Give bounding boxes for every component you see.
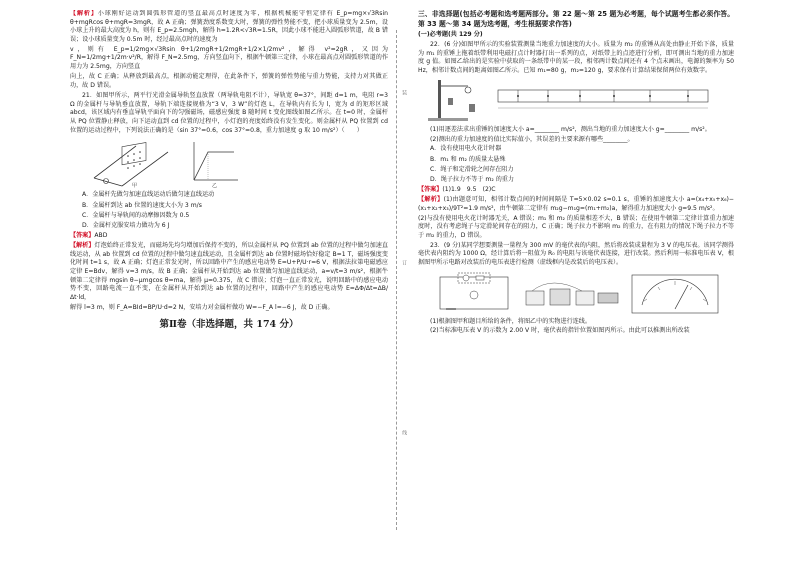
- part2-title: 第Ⅱ卷（非选择题，共 174 分）: [159, 319, 299, 331]
- q21-solution-2: 解得 l=3 m，则 F_A=BId=BP/U·d=2 N，安培力对金属杆做功 W=−F_A l=−6 J，故 D 正确。: [70, 303, 334, 311]
- q23-part1: (1)根据图甲和题目所给的条件，将图乙中的实物进行连线。: [430, 317, 591, 325]
- figure-label-yi: 乙: [212, 183, 218, 189]
- q22-option-d: D．绳子拉力不等于 m₂ 的重力: [430, 176, 514, 184]
- q21-option-d: D．金属杆克服安培力做功为 6 J: [82, 222, 170, 230]
- q21-option-c: C．金属杆与导轨间的动摩擦因数为 0.5: [82, 211, 190, 219]
- q22-part2: (2)测出的重力加速度的值比实际值小，其误差的主要来源有哪些________。: [430, 135, 634, 143]
- gutter-label-3: 线: [401, 430, 408, 435]
- gutter-label-2: 订: [401, 260, 408, 265]
- q21-solution-1: 【解析】灯泡始终正常发光，而磁场先均匀增加后保持不变的，所以金属杆从 PQ 位置到 ab 位置的过程中做匀加速直线运动，从 ab 位置到 cd 位置的过程中做匀速直线运动，且金属杆到达 ab 位置时磁场恰好稳定 B=1 T，磁场强度变化时间 t=1 s，故 A 正确；灯泡正常发光时，所以回路中产生的感应电动势 E=U+P/U·r=6 V，根据法拉第电磁感应定律 E=Bdv，解得 v=3 m/s，故 B 正确；金属杆从开始到达 ab 位置做匀加速直线运动，a=v/t=3 m/s²，根据牛顿第二定律得 mgsin θ−μmgcos θ=ma，解得 μ=0.375，故 C 错误；灯泡一直正常发光，说明回路中的感应电动势不变，回路电流一直不变，在金属杆从开始到达 ab 位置的过程中，回路中产生的感应电动势 E=ΔΦ/Δt=ΔB/Δt·ld，: [70, 242, 388, 301]
- left-column: [70, 10, 388, 554]
- q23-meter-figure: [630, 271, 720, 315]
- q22-option-b: B．m₁ 和 m₂ 的质量太悬殊: [430, 155, 506, 163]
- section-intro: 三、非选择题(包括必考题和选考题两部分。第 22 题～第 25 题为必考题，每个试题考生都必须作答。第 33 题～第 34 题为选考题，考生根据要求作答): [418, 10, 734, 28]
- required-head: (一)必考题(共 129 分): [418, 31, 483, 39]
- q21-figure-jia: [92, 138, 178, 188]
- q22-apparatus-figure: [418, 78, 718, 124]
- q21-figures: [92, 138, 388, 188]
- q21-option-b: B．金属杆到达 ab 位置的速度大小为 3 m/s: [82, 201, 202, 209]
- q23-stem: 23．(9 分)某同学想要测量一量程为 300 mV 的毫伏表的内阻，然后将改装成量程为 3 V 的电压表。该同学测得毫伏表内阻约为 1000 Ω，经计算后将一阻值为 R₀ 的电阻与该毫伏表连接，进行改装。然后利用一标准电压表 V，根据图甲所示电路对改装后的电压表进行检测（虚线框内是改装后的电压表）。: [418, 241, 734, 266]
- q22-solution-1: 【解析】(1)由题意可知，相邻计数点间的时间间隔是 T=5×0.02 s=0.1 s，重锤的加速度大小 a=(x₄+x₅+x₆)−(x₁+x₂+x₃)/9T²=1.9 m/s²，由牛顿第二定律有 m₂g−m₁g=(m₁+m₂)a，解得重力加速度大小 g=9.5 m/s²。: [418, 196, 734, 212]
- q22-answer: 【答案】(1)1.9 9.5 (2)C: [418, 186, 496, 194]
- sol20-p1: 【解析】小球刚好运动到圆弧形管道的竖直最高点时速度为零，根据机械能守恒定律有 E_p=mg×√3Rsin θ+mgRcos θ+mgR=3mgR，故 A 正确；弹簧劲度系数变大时，弹簧的弹性势能不变，把小球质量变为 2.5m，设小球上升的最大高度为 h，则有 E_p=2.5mgh，解得 h=1.2R<√3R=1.5R，因此小球不能进入圆弧形管道，故 B 错误；设小球质量变为 0.5m 时，经过最高点时的速度为: [70, 10, 388, 43]
- binding-gutter: [396, 30, 410, 530]
- q23-apparatus-figure: [522, 271, 622, 315]
- q21-stem: 21．如图甲所示，两平行光滑金属导轨竖直放置（两导轨电阻不计），导轨宽 θ=37°，间距 d=1 m，电阻 r=3 Ω 的金属杆与导轨垂直放置，导轨下端连接规格为“3 V，3 W”的灯泡 L，在导轨内有长为 l，宽为 d 的矩形区域 abcd，该区域内有垂直导轨平面向下的匀强磁场，磁感应强度 B 随时间 t 变化图线如图乙所示。在 t=0 时，金属杆从 PQ 位置静止释放，向下运动直到 cd 位置的过程中，小灯泡的亮度始终没有发生变化。则金属杆从 PQ 位置到 cd 位置的运动过程中，下列说法正确的是（sin 37°=0.6，cos 37°=0.8，重力加速度 g 取 10 m/s²）（ ）: [70, 92, 388, 134]
- q23-part2: (2)当标准电压表 V 的示数为 2.00 V 时，毫伏表的指针位置如图丙所示。由此可以推测出所改装: [430, 327, 690, 335]
- q22-option-a: A．没有使用电火花计时器: [430, 145, 502, 153]
- q22-solution-2: (2)与没有使用电火花计时器无关，A 错误；m₁ 和 m₂ 的质量相差不大，B 错误；在使用牛顿第二定律计算重力加速度时，没有考虑绳子与定滑轮间存在的阻力，C 正确；绳子拉力不影响 m₂ 的重力，在有阻力的情况下绳子拉力不等于 m₂ 的重力，D 错误。: [418, 214, 734, 239]
- q23-circuit-figure: [436, 271, 514, 315]
- q22-stem: 22．(6 分)如图甲所示的实验装置测量当地重力加速度的大小。质量为 m₂ 的重锤从高处由静止开始下落，质量为 m₁ 的重锤上拖着纸带利用电磁打点计时器打出一系列的点，对纸带上的点迹进行分析，即可测出当地的重力加速度 g 值。如图乙给出的是实验中获取的一条纸带中的某一段，相邻两计数点间还有 4 个点未画出，电源的频率为 50 Hz，相邻计数点间的距离如图乙所示。已知 m₁=80 g，m₂=120 g，要求保有计算结果保留两位有效数字。: [418, 41, 734, 75]
- sol20-p3: 向上，故 C 正确；从释放到最高点，根据动能定理得，在此条件下，弹簧的弹性势能与重力势能，支持力对其做正功，故 D 错误。: [70, 72, 388, 89]
- q22-part1: (1)用逐差法求出重锤的加速度大小 a=________ m/s²，测出当地的重力加速度大小 g=________ m/s²。: [430, 125, 711, 133]
- q21-option-a: A．金属杆先做匀加速直线运动后做匀速直线运动: [82, 191, 215, 199]
- sol20-p2: v，则有 E_p=1/2mg×√3Rsin θ+1/2mgR+1/2mgR+1/2×1/2mv²，解得 v²=2gR，又因为 F_N=1/2mg+1/2m·v²/R，解得 F_N=2.5mg，方向竖直向下，根据牛顿第三定律，小球在最高点对圆弧形管道的作用力为 2.5mg，方向竖直: [70, 45, 388, 71]
- q22-option-c: C．绳子和定滑轮之间存在阻力: [430, 165, 514, 173]
- figure-label-jia: 甲: [132, 183, 138, 189]
- gutter-label-1: 装: [401, 90, 408, 95]
- q23-figures: [436, 271, 734, 315]
- q21-figure-yi: [186, 138, 242, 188]
- q21-answer: 【答案】ABD: [70, 232, 108, 240]
- right-column: [418, 10, 734, 554]
